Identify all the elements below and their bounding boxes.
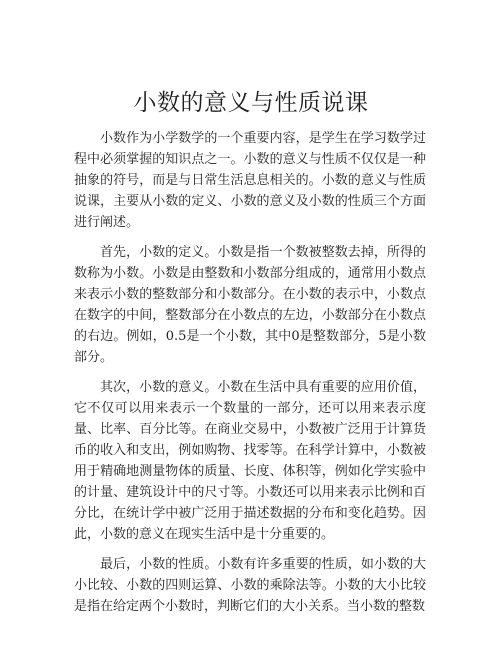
paragraph-properties: 最后，小数的性质。小数有许多重要的性质，如小数的大小比较、小数的四则运算、小数的乘除法等。小数的大小比较是指在给定两个小数时，判断它们的大小关系。当小数的整数 bbox=[74, 557, 426, 614]
paragraph-definition: 首先，小数的定义。小数是指一个数被整数去掉，所得的数称为小数。小数是由整数和小数部分组成的，通常用小数点来表示小数的整数部分和小数部分。在小数的表示中，小数点在数字的中间，整数部分在小数点的左边，小数部分在小数点的右边。例如，0.5是一个小数，其中0是整数部分，5是小数部分。 bbox=[74, 245, 426, 365]
paragraph-meaning: 其次，小数的意义。小数在生活中具有重要的应用价值，它不仅可以用来表示一个数量的一部分，还可以用来表示度量、比率、百分比等。在商业交易中，小数被广泛用于计算货币的收入和支出，例如购物、找零等。在科学计算中，小数被用于精确地测量物体的质量、长度、体积等，例如化学实验中的计量、建筑设计中的尺寸等。小数还可以用来表示比例和百分比，在统计学中被广泛用于描述数据的分布和变化趋势。因此，小数的意义在现实生活中是十分重要的。 bbox=[74, 380, 426, 542]
document-body bbox=[74, 128, 426, 626]
document-title: 小数的意义与性质说课 bbox=[133, 90, 369, 116]
paragraph-intro: 小数作为小学数学的一个重要内容，是学生在学习数学过程中必须掌握的知识点之一。小数的意义与性质不仅仅是一种抽象的符号，而是与日常生活息息相关的。小数的意义与性质说课，主要从小数的定义、小数的意义及小数的性质三个方面进行阐述。 bbox=[74, 131, 426, 230]
